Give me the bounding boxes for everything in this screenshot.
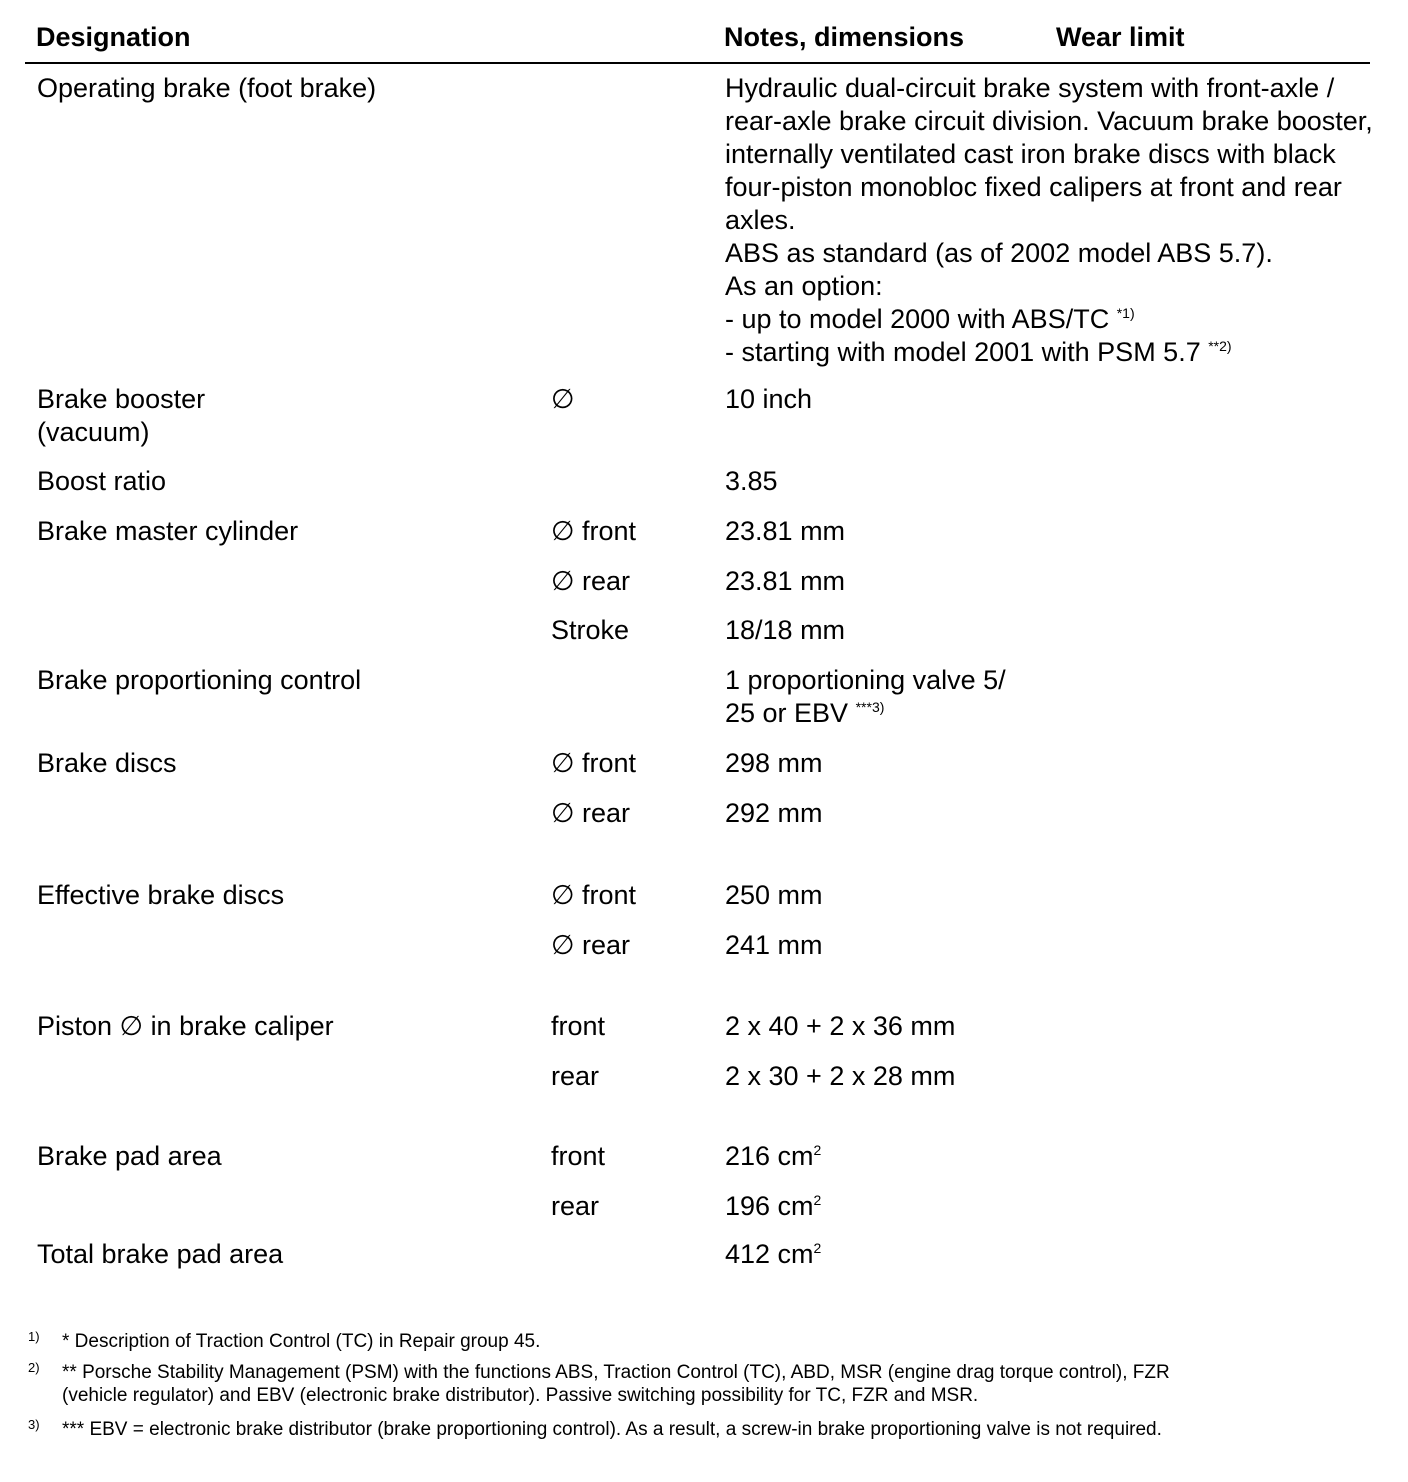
operating-line-6: ABS as standard (as of 2002 model ABS 5.7). xyxy=(725,238,1273,268)
pad-area-label: Brake pad area xyxy=(37,1141,222,1171)
discs-rear-spec: ∅ rear xyxy=(551,798,631,828)
total-pad-value: 412 $cm^2$ xyxy=(725,1239,822,1269)
booster-spec: ∅ xyxy=(551,384,575,414)
boost-ratio-label: Boost ratio xyxy=(37,466,167,496)
discs-front-value: 298 mm xyxy=(725,748,823,778)
proportioning-value-2: 25 or EBV $^{***3)}$ xyxy=(725,698,885,728)
master-stroke-spec: Stroke xyxy=(551,615,630,645)
footnote-2: 2) ** Porsche Stability Management (PSM) with the functions ABS, Traction Control (TC), ABD, MSR (engine drag torque control), FZR xyxy=(28,1360,1170,1383)
eff-discs-front-value: 250 mm xyxy=(725,880,823,910)
eff-discs-rear-value: 241 mm xyxy=(725,930,823,960)
booster-label-sub: (vacuum) xyxy=(37,417,150,447)
eff-discs-front-spec: ∅ front xyxy=(551,880,637,910)
master-front-spec: ∅ front xyxy=(551,516,637,546)
header-rule xyxy=(25,62,1370,64)
boost-ratio-value: 3.85 xyxy=(725,466,778,496)
master-cylinder-label: Brake master cylinder xyxy=(37,516,299,546)
discs-front-spec: ∅ front xyxy=(551,748,637,778)
pad-rear-value: 196 $cm^2$ xyxy=(725,1191,822,1221)
pad-front-value: 216 $cm^2$ xyxy=(725,1141,822,1171)
footnote-1: 1) * Description of Traction Control (TC) in Repair group 45. xyxy=(28,1329,541,1352)
operating-line-2: rear-axle brake circuit division. Vacuum brake booster, xyxy=(725,106,1373,136)
operating-line-3: internally ventilated cast iron brake discs with black xyxy=(725,139,1336,169)
booster-label: Brake booster xyxy=(37,384,206,414)
header-designation: Designation xyxy=(36,22,191,52)
operating-line-4: four-piston monobloc fixed calipers at front and rear xyxy=(725,172,1342,202)
operating-line-8: - up to model 2000 with ABS/TC $^{*1)}$ xyxy=(725,304,1135,334)
operating-line-5: axles. xyxy=(725,205,796,235)
footnote-ref-1: *1) xyxy=(1116,305,1135,321)
master-rear-spec: ∅ rear xyxy=(551,566,631,596)
proportioning-value-1: 1 proportioning valve 5/ xyxy=(725,665,1006,695)
operating-line-1: Hydraulic dual-circuit brake system with front-axle / xyxy=(725,73,1335,103)
discs-rear-value: 292 mm xyxy=(725,798,823,828)
footnote-ref-2: **2) xyxy=(1208,338,1232,354)
footnote-2-cont: (vehicle regulator) and EBV (electronic brake distributor). Passive switching possibility for TC, FZR and MSR. xyxy=(62,1385,979,1406)
booster-value: 10 inch xyxy=(725,384,813,414)
header-wear-limit: Wear limit xyxy=(1056,22,1185,52)
footnote-ref-3: ***3) xyxy=(855,699,885,715)
piston-front-spec: front xyxy=(551,1011,606,1041)
footnote-3: 3) *** EBV = electronic brake distributor (brake proportioning control). As a result, a screw-in brake proportioning valve is not required. xyxy=(28,1417,1162,1440)
operating-line-9: - starting with model 2001 with PSM 5.7 $^{**2)}$ xyxy=(725,337,1232,367)
pad-front-spec: front xyxy=(551,1141,606,1171)
piston-rear-spec: rear xyxy=(551,1061,600,1091)
piston-front-value: 2 x 40 + 2 x 36 mm xyxy=(725,1011,956,1041)
proportioning-label: Brake proportioning control xyxy=(37,665,362,695)
total-pad-label: Total brake pad area xyxy=(37,1239,284,1269)
eff-discs-rear-spec: ∅ rear xyxy=(551,930,631,960)
header-notes-dimensions: Notes, dimensions xyxy=(724,22,965,52)
operating-brake-label: Operating brake (foot brake) xyxy=(37,73,377,103)
master-rear-value: 23.81 mm xyxy=(725,566,846,596)
eff-discs-label: Effective brake discs xyxy=(37,880,285,910)
master-stroke-value: 18/18 mm xyxy=(725,615,846,645)
piston-label: Piston ∅ in brake caliper xyxy=(37,1011,334,1041)
operating-line-7: As an option: xyxy=(725,271,883,301)
master-front-value: 23.81 mm xyxy=(725,516,846,546)
piston-rear-value: 2 x 30 + 2 x 28 mm xyxy=(725,1061,956,1091)
pad-rear-spec: rear xyxy=(551,1191,600,1221)
discs-label: Brake discs xyxy=(37,748,177,778)
